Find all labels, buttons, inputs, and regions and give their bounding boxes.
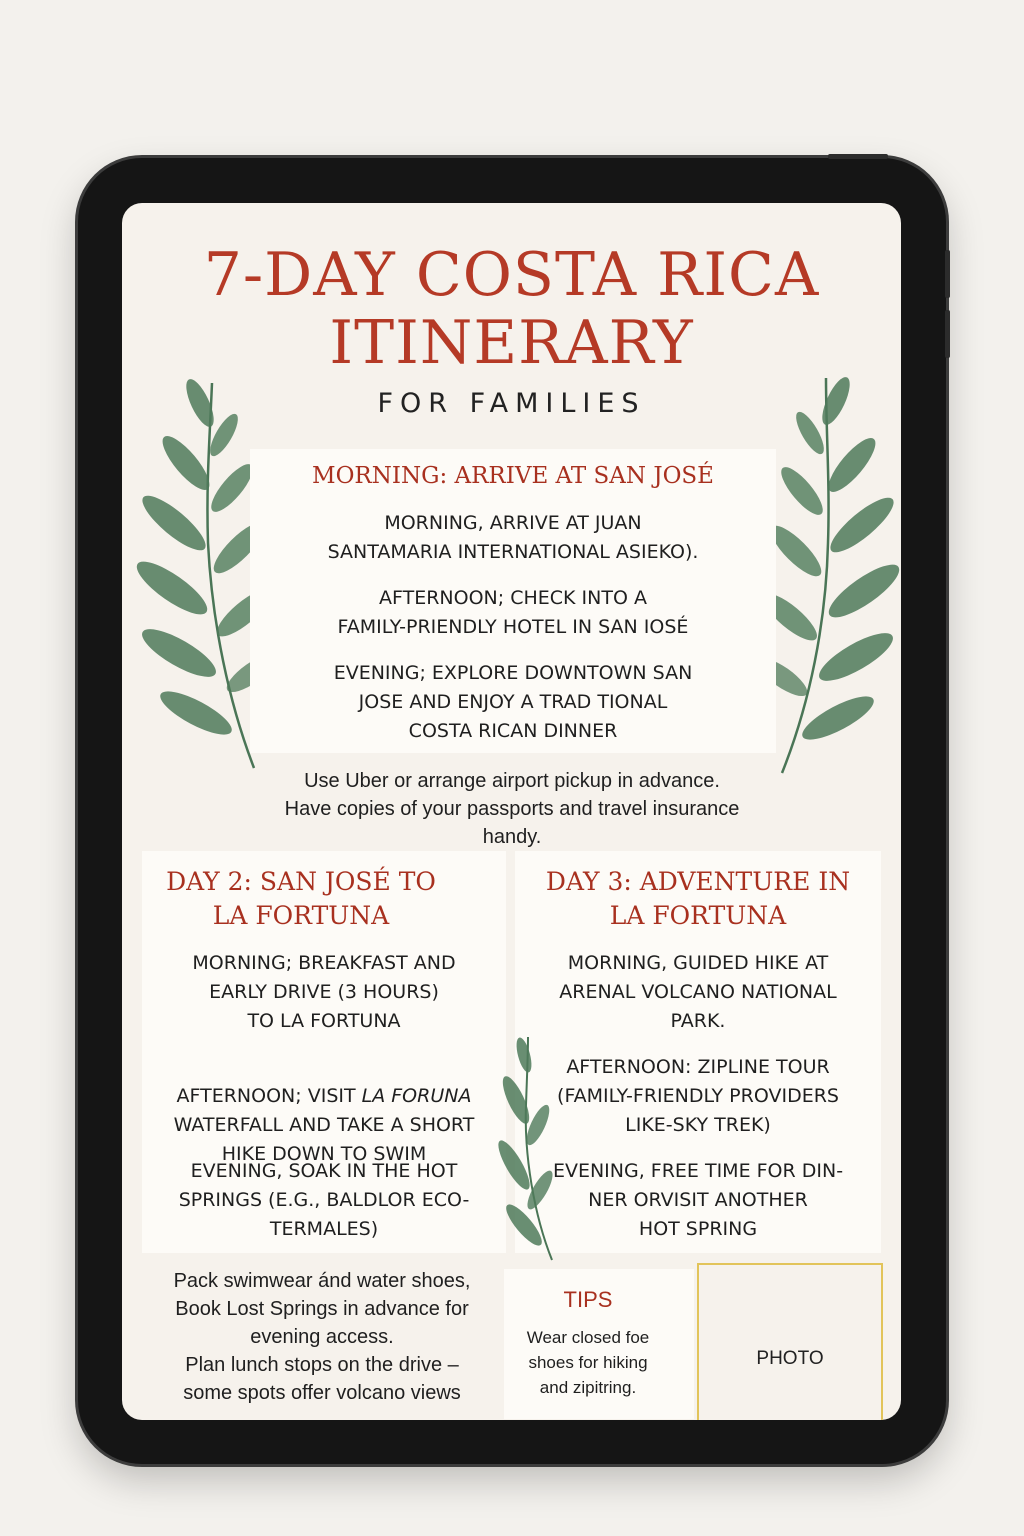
day2-afternoon-rest: WATERFALL AND TAKE A SHORT HIKE DOWN TO SWIM — [173, 1114, 475, 1165]
photo-label: PHOTO — [756, 1348, 824, 1369]
day2-tips-note: Pack swimwear ánd water shoes, Book Lost Springs in advance for evening access. Plan lunch stops on the drive – some spots offer volcano views — [173, 1270, 471, 1404]
day1-morning: MORNING, ARRIVE AT JUAN SANTAMARIA INTERNATIONAL ASIEKO). — [327, 512, 699, 563]
tablet-volume-down-button — [945, 310, 950, 358]
tips-box — [504, 1269, 694, 1419]
day2-card — [142, 851, 506, 1253]
day2-morning: MORNING; BREAKFAST AND EARLY DRIVE (3 HOURS) TO LA FORTUNA — [192, 952, 456, 1032]
tips-heading: TIPS — [563, 1287, 613, 1312]
day2-evening: EVENING, SOAK IN THE HOT SPRINGS (E.G., BALDLOR ECO- TERMALES) — [178, 1160, 470, 1240]
day1-heading: MORNING: ARRIVE AT SAN JOSÉ — [312, 463, 714, 489]
tablet-screen — [122, 203, 901, 1420]
day1-evening: EVENING; EXPLORE DOWNTOWN SAN JOSE AND ENJOY A TRAD TIONAL COSTA RICAN DINNER — [333, 662, 693, 742]
day2-afternoon-prefix: AFTERNOON; VISIT — [176, 1085, 362, 1107]
day1-afternoon: AFTERNOON; CHECK INTO A FAMILY-PRIENDLY HOTEL IN SAN IOSÉ — [337, 587, 689, 638]
right-leaf-branch-icon — [760, 373, 900, 783]
tablet-top-button — [828, 154, 888, 159]
page-title-line-1: 7-DAY COSTA RICA — [203, 240, 820, 310]
day3-heading-line-2: LA FORTUNA — [609, 901, 787, 930]
day3-afternoon: AFTERNOON: ZIPLINE TOUR (FAMILY-FRIENDLY PROVIDERS LIKE-SKY TREK) — [557, 1056, 839, 1136]
page-title-line-2: ITINERARY — [329, 308, 694, 378]
page-subtitle: FOR FAMILIES — [377, 388, 646, 419]
day3-heading-line-1: DAY 3: ADVENTURE IN — [545, 867, 851, 896]
center-leaf-sprig-icon — [494, 1035, 564, 1263]
day2-heading-line-1: DAY 2: SAN JOSÉ TO — [166, 867, 436, 896]
photo-placeholder[interactable] — [697, 1263, 883, 1420]
tablet-volume-up-button — [945, 250, 950, 298]
day3-card — [515, 851, 881, 1253]
day2-afternoon-italic: LA FORUNA — [361, 1085, 472, 1107]
day3-morning: MORNING, GUIDED HIKE AT ARENAL VOLCANO NATIONAL PARK. — [559, 952, 837, 1032]
day1-card — [250, 449, 776, 753]
day3-evening: EVENING, FREE TIME FOR DIN- NER ORVISIT ANOTHER HOT SPRING — [552, 1160, 844, 1240]
day1-tips-note: Use Uber or arrange airport pickup in advance. Have copies of your passports and travel insurance handy. — [284, 770, 740, 848]
tips-text: Wear closed foe shoes for hiking and zipitring. — [526, 1328, 650, 1397]
day2-heading-line-2: LA FORTUNA — [212, 901, 390, 930]
